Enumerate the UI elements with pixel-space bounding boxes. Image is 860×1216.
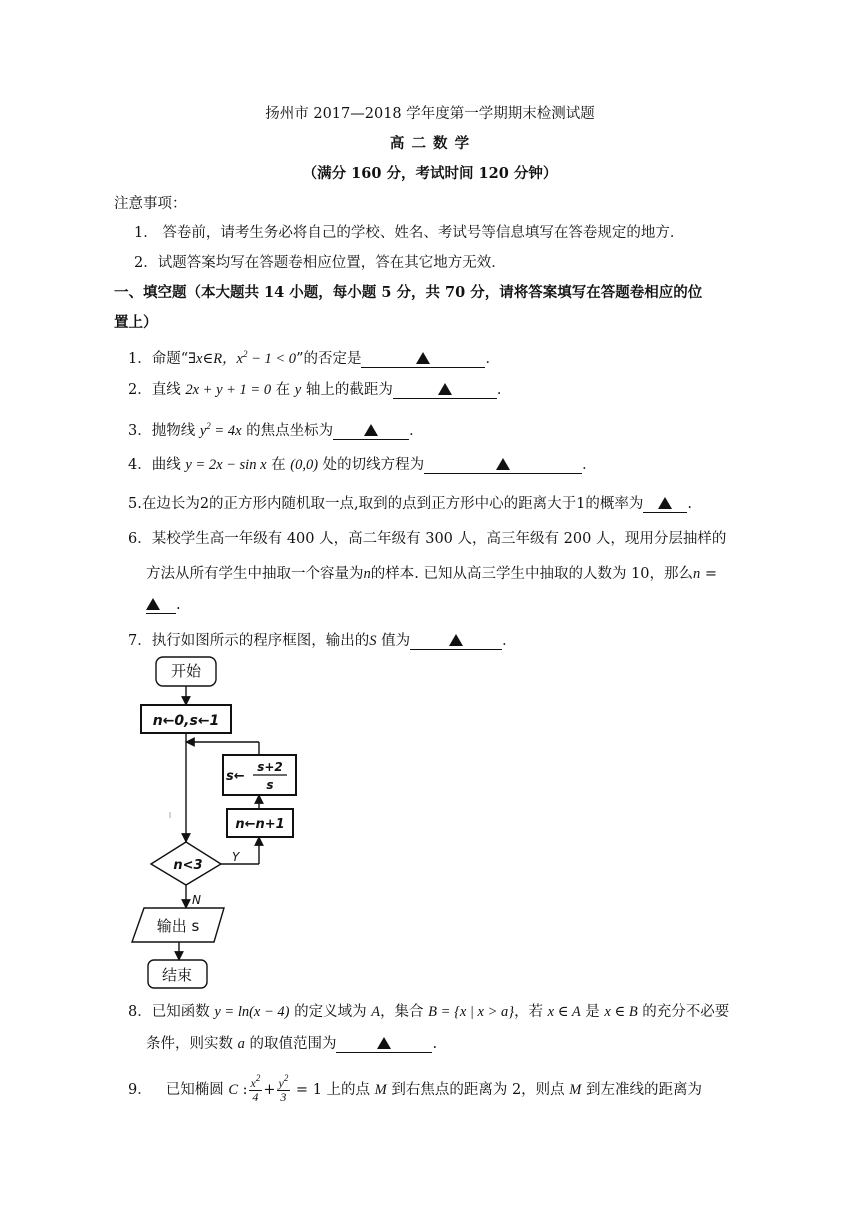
update-s-numerator: s+2 [257, 760, 283, 774]
section-heading-line1: 一、填空题（本大题共 14 小题，每小题 5 分，共 70 分，请将答案填写在答题卷相应的位 [114, 284, 703, 301]
question-8-line2: 条件，则实数 a 的取值范围为 . [146, 1036, 438, 1052]
section-heading-line2: 置上） [114, 314, 158, 331]
exam-title: 扬州市 2017—2018 学年度第一学期期末检测试题 [265, 106, 595, 122]
notes-heading: 注意事项： [114, 196, 187, 212]
init-label: n←0,s←1 [152, 713, 220, 729]
question-6-line3: . [146, 595, 181, 615]
note-item-2: 2．试题答案均写在答题卷相应位置，答在其它地方无效． [134, 255, 506, 271]
subject-title: 高 二 数 学 [389, 135, 471, 152]
note-item-1: 1． 答卷前，请考生务必将自己的学校、姓名、考试号等信息填写在答卷规定的地方． [134, 225, 685, 241]
question-4: 4．曲线 y = 2x − sin x 在 (0,0) 处的切线方程为 ． [128, 457, 597, 473]
answer-blank[interactable] [336, 1036, 432, 1053]
triangle-marker-icon [377, 1037, 391, 1049]
question-9: 9． 已知椭圆 C : $\frac{x^2}{4}$ + $\frac{y^2}{3}$ = 1 上的点 M 到右焦点的距离为 2，则点 M 到左准线的距离为 [128, 1072, 702, 1104]
question-8-line1: 8．已知函数 y = ln(x − 4) 的定义域为 A，集合 B = {x | x > a}，若 x ∈ A 是 x ∈ B 的充分不必要 [128, 1004, 730, 1020]
question-5: 5.在边长为2的正方形内随机取一点,取到的点到正方形中心的距离大于1的概率为 . [128, 496, 693, 512]
yes-label: Y [232, 850, 240, 864]
question-6-line1: 6．某校学生高一年级有 400 人，高二年级有 300 人，高三年级有 200 人，现用分层抽样的 [128, 531, 727, 547]
output-label: 输出 s [156, 917, 200, 935]
condition-label: n<3 [173, 858, 203, 873]
question-3: 3．抛物线 $y^2 = 4x$ 的焦点坐标为 ． [128, 421, 424, 439]
exam-meta: （满分 160 分，考试时间 120 分钟） [302, 165, 558, 182]
question-7: 7．执行如图所示的程序框图，输出的S 值为 ． [128, 633, 517, 649]
question-2: 2．直线 2x + y + 1 = 0 在 y 轴上的截距为 ． [128, 382, 512, 398]
update-s-lhs: s← [226, 769, 245, 784]
end-label: 结束 [161, 966, 193, 984]
update-s-denominator: s [266, 778, 274, 792]
update-n-label: n←n+1 [235, 817, 285, 832]
question-1: 1．命题“∃x∈R，$x^2 - 1 < 0$”的否定是 ． [128, 349, 500, 367]
question-6-line2: 方法从所有学生中抽取一个容量为n的样本. 已知从高三学生中抽取的人数为 10，那么n = [146, 566, 718, 582]
start-label: 开始 [170, 662, 202, 680]
no-label: N [192, 893, 201, 907]
